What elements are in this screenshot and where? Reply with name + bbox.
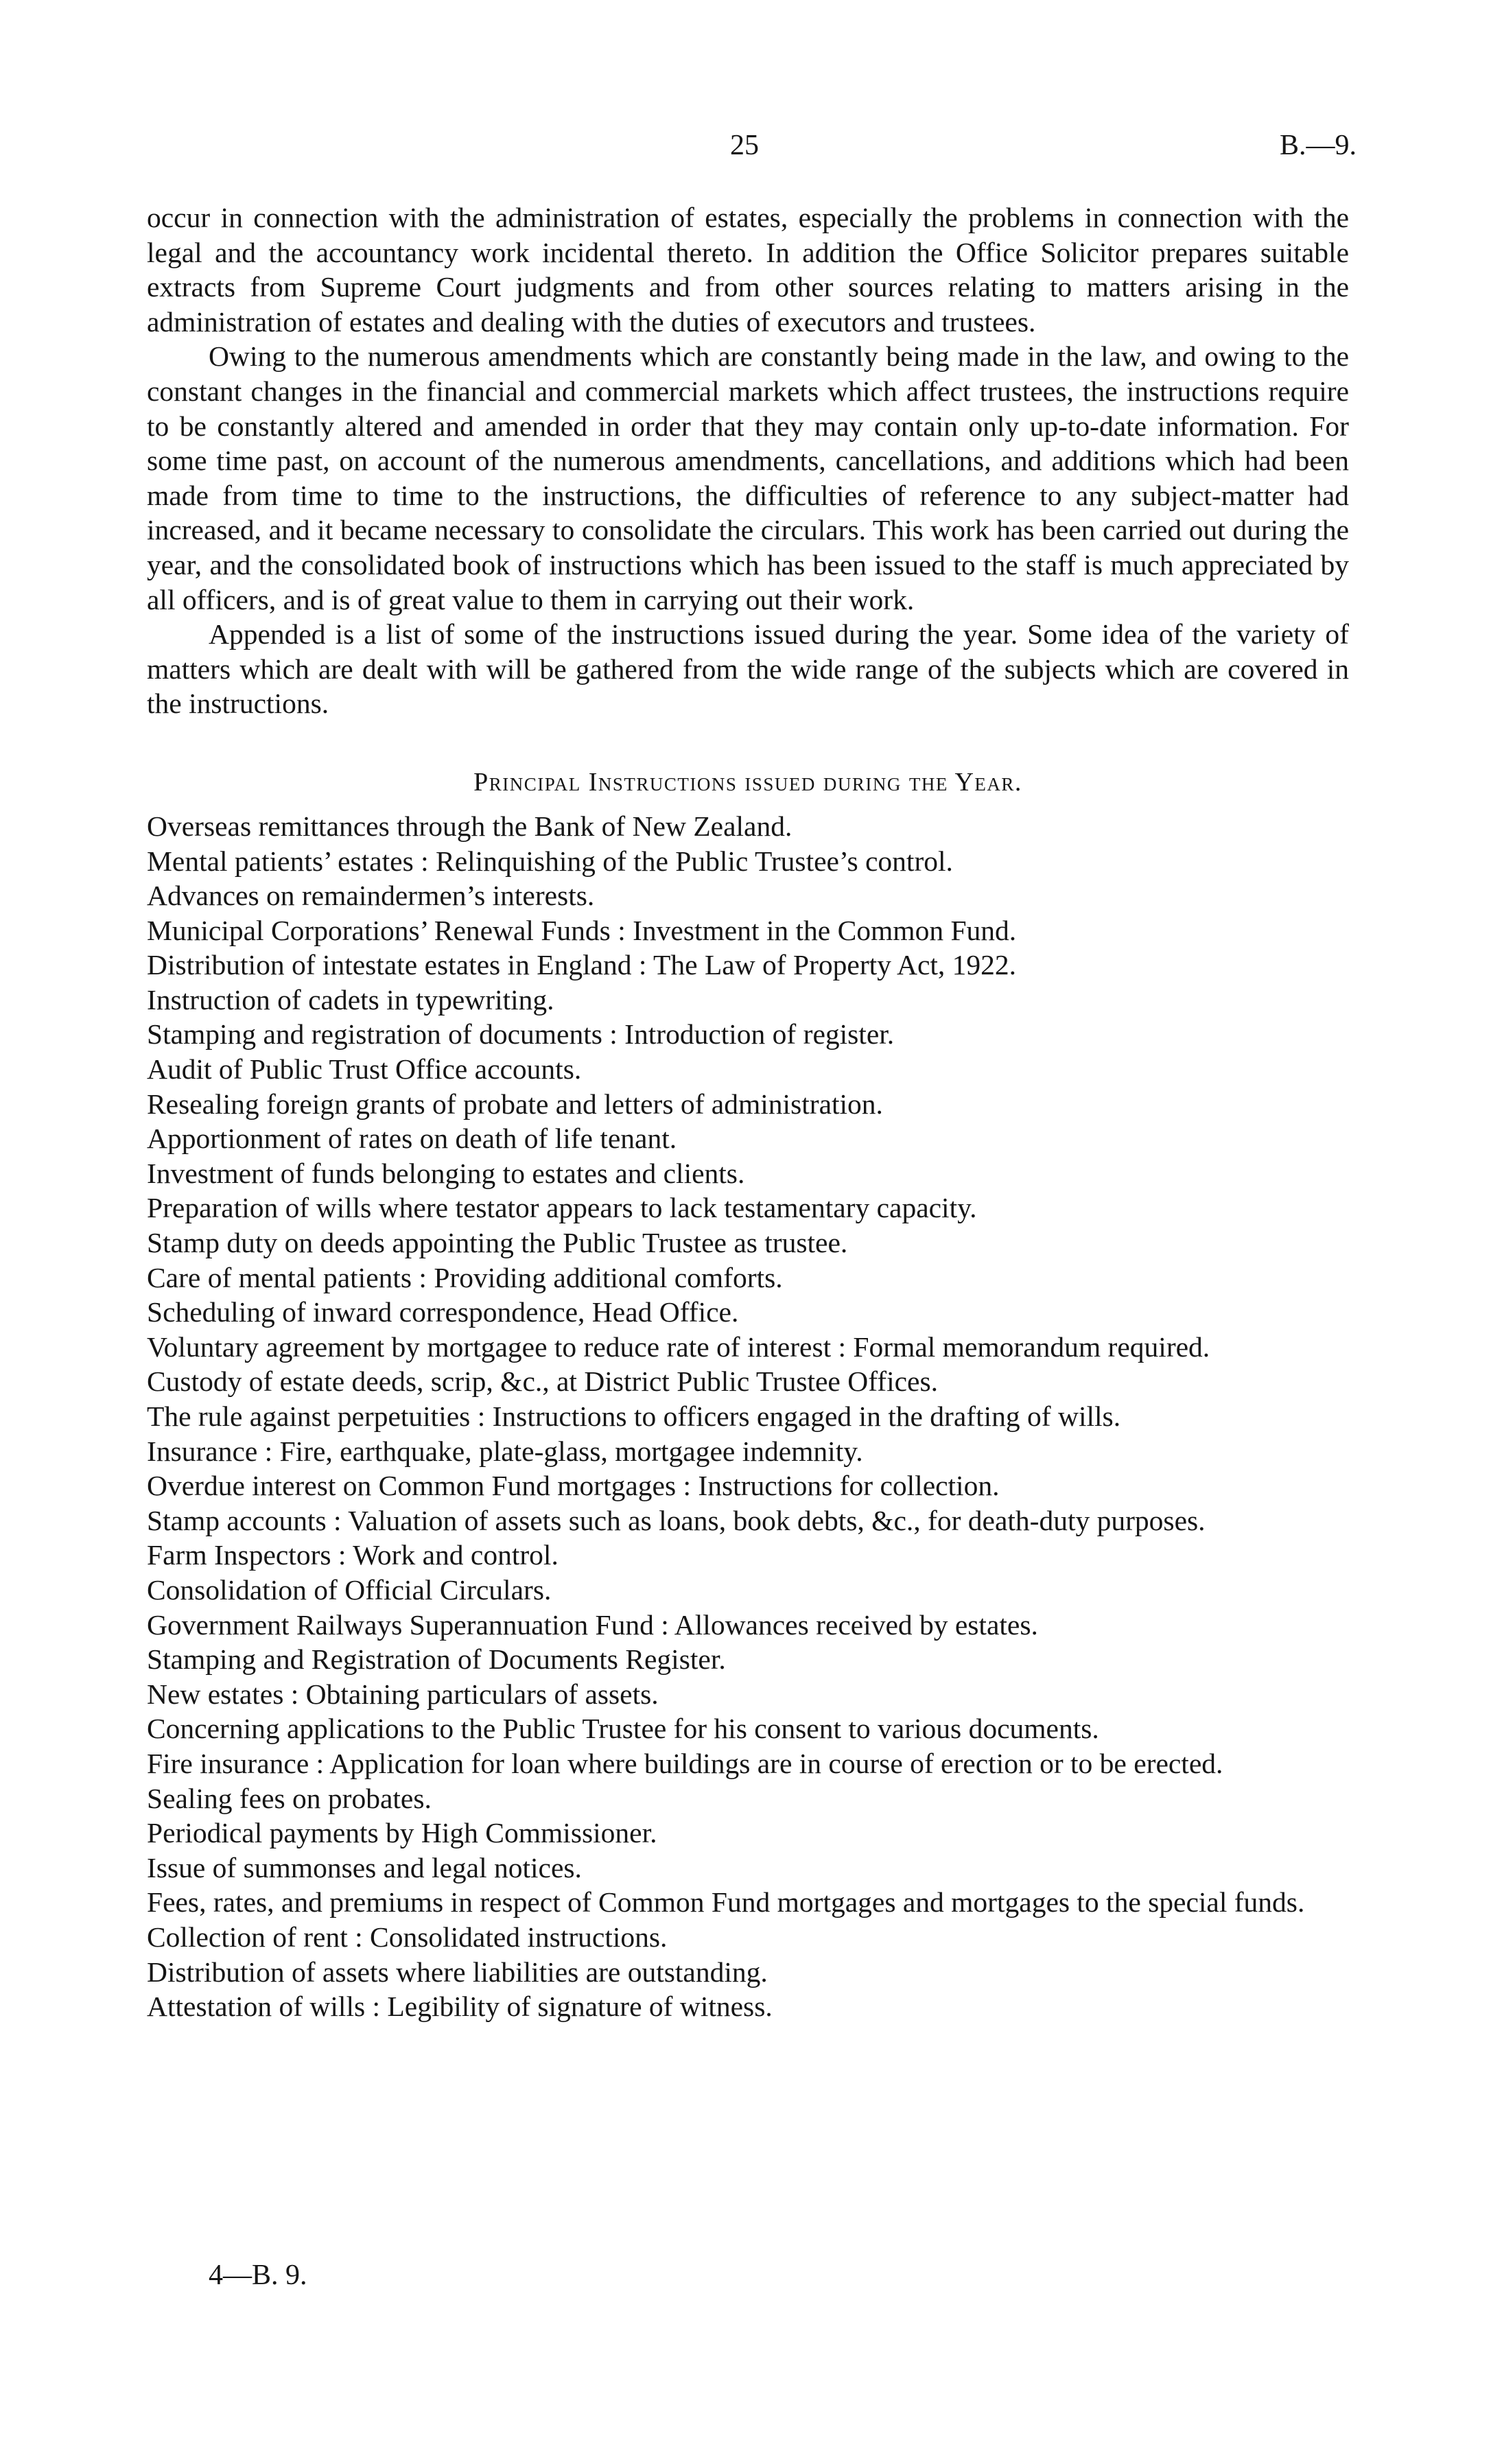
- instruction-item: Fees, rates, and premiums in respect of Common Fund mortgages and mortgages to the special funds.: [147, 1886, 1305, 1919]
- instruction-item: Care of mental patients : Providing additional comforts.: [147, 1261, 783, 1293]
- instruction-item: Stamping and registration of documents : Introduction of register.: [147, 1018, 895, 1051]
- paragraph-continuation: occur in connection with the administration of estates, especially the problems in connection with the legal and the accountancy work incidental thereto. In addition the Office Solicitor prepares suitable extracts from Supreme Court judgments and from other sources relating to matters arising in the administration of estates and dealing with the duties of executors and trustees.: [147, 202, 1349, 338]
- page-number: 25: [730, 130, 759, 161]
- instruction-item: Stamping and Registration of Documents Register.: [147, 1643, 726, 1676]
- paragraph-amendments: Owing to the numerous amendments which are constantly being made in the law, and owing to the constant changes in the financial and commercial markets which affect trustees, the instructions require to be constantly altered and amended in order that they may contain only up-to-date information. For some time past, on account of the numerous amendments, cancellations, and additions which had been made from time to time to the instructions, the difficulties of reference to any subject-matter had increased, and it became necessary to consolidate the circulars. This work has been carried out during the year, and the consolidated book of instructions which has been issued to the staff is much appreciated by all officers, and is of great value to them in carrying out their work.: [147, 340, 1349, 615]
- instruction-item: Stamp accounts : Valuation of assets such as loans, book debts, &c., for death-duty purposes.: [147, 1504, 1206, 1536]
- section-title: Principal Instructions issued during the Year.: [473, 767, 1022, 797]
- instruction-item: Audit of Public Trust Office accounts.: [147, 1053, 582, 1086]
- instruction-item: Investment of funds belonging to estates and clients.: [147, 1157, 745, 1189]
- instruction-item: New estates : Obtaining particulars of assets.: [147, 1678, 659, 1710]
- instruction-item: Issue of summonses and legal notices.: [147, 1851, 582, 1884]
- instruction-item: Municipal Corporations’ Renewal Funds : Investment in the Common Fund.: [147, 914, 1017, 946]
- instruction-item: Farm Inspectors : Work and control.: [147, 1539, 559, 1571]
- paragraph-appended-list: Appended is a list of some of the instructions issued during the year. Some idea of the variety of matters which are dealt with will be gathered from the wide range of the subjects which are covered in the instructions.: [147, 618, 1349, 720]
- instruction-item: Sealing fees on probates.: [147, 1782, 432, 1814]
- instruction-item: Distribution of assets where liabilities are outstanding.: [147, 1956, 768, 1988]
- instruction-item: Apportionment of rates on death of life tenant.: [147, 1123, 677, 1155]
- instruction-item: Distribution of intestate estates in England : The Law of Property Act, 1922.: [147, 949, 1017, 981]
- instruction-item: Insurance : Fire, earthquake, plate-glass, mortgagee indemnity.: [147, 1435, 863, 1467]
- page-header: [0, 129, 1491, 170]
- instruction-item: Consolidation of Official Circulars.: [147, 1573, 552, 1606]
- instruction-item: Periodical payments by High Commissioner.: [147, 1817, 657, 1849]
- instruction-item: Concerning applications to the Public Trustee for his consent to various documents.: [147, 1713, 1099, 1745]
- instruction-item: Custody of estate deeds, scrip, &c., at District Public Trustee Offices.: [147, 1365, 938, 1398]
- instruction-item: Scheduling of inward correspondence, Head Office.: [147, 1296, 739, 1328]
- instruction-item: Attestation of wills : Legibility of signature of witness.: [147, 1991, 773, 2023]
- instruction-item: Preparation of wills where testator appears to lack testamentary capacity.: [147, 1192, 977, 1224]
- instruction-item: Voluntary agreement by mortgagee to reduce rate of interest : Formal memorandum required.: [147, 1330, 1210, 1363]
- instruction-item: Government Railways Superannuation Fund : Allowances received by estates.: [147, 1608, 1038, 1641]
- instructions-list: [147, 809, 1349, 2024]
- footer-signature-mark: 4—B. 9.: [209, 2260, 307, 2291]
- instruction-item: Instruction of cadets in typewriting.: [147, 983, 554, 1016]
- instruction-item: Mental patients’ estates : Relinquishing of the Public Trustee’s control.: [147, 845, 953, 877]
- document-reference: B.—9.: [1279, 130, 1357, 161]
- page-body: [147, 200, 1349, 2024]
- instruction-item: Resealing foreign grants of probate and letters of administration.: [147, 1088, 883, 1120]
- instruction-item: Collection of rent : Consolidated instructions.: [147, 1921, 668, 1953]
- instruction-item: Overseas remittances through the Bank of New Zealand.: [147, 810, 793, 842]
- instruction-item: Stamp duty on deeds appointing the Public Trustee as trustee.: [147, 1227, 848, 1259]
- instruction-item: Fire insurance : Application for loan where buildings are in course of erection or to be erected.: [147, 1747, 1223, 1779]
- instruction-item: Advances on remaindermen’s interests.: [147, 880, 595, 912]
- instruction-item: Overdue interest on Common Fund mortgages : Instructions for collection.: [147, 1470, 1000, 1502]
- instruction-item: The rule against perpetuities : Instructions to officers engaged in the drafting of wills.: [147, 1400, 1121, 1432]
